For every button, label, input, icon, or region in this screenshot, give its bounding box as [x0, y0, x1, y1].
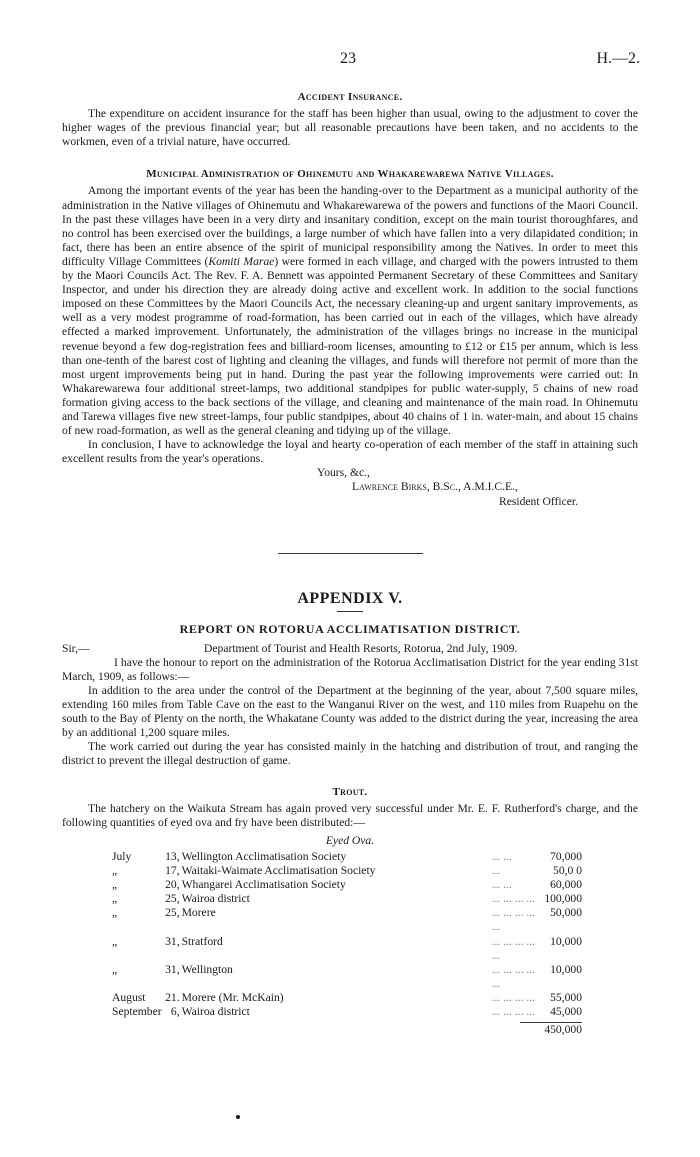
distribution-quantity: 50,000	[550, 906, 582, 920]
report-paragraph-1: I have the honour to report on the administration of the Rotorua Acclimatisation District for the year ending 31st March, 1909, as follows:—	[62, 655, 638, 683]
distribution-quantity: 70,000	[550, 849, 582, 863]
report-paragraph-2: In addition to the area under the control of the Department at the beginning of the year, about 7,500 square miles, extending 160 miles from Table Cave on the east to the Wanganui River on the west, and 110 miles from Ruapehu on the south to the Bay of Plenty on the north, the Whakatane County was added to the district during the year, increasing the area by an additional 1,200 square miles.	[62, 684, 638, 740]
trout-title: Trout.	[332, 785, 368, 798]
distribution-destination: Wellington Acclimatisation Society	[181, 849, 347, 863]
municipal-paragraph-1-end: ) were formed in each village, and charged with the powers intrusted to them by the Maori Councils Act. The Rev. F. A. Bennett was appointed Permanent Secretary of these Committees and Sanitary Inspector, and under his direction they are already doing active and excellent work. In addition to the social functions imposed on these Committees by the Maori Councils Act, the necessary cleaning-up and urgent sanitary improvements, as well as a very modest programme of road-formation, has been carried out in each of the villages, which have already effected a marked improvement. Unfortunately, the administration of the villages brings no increase in the municipal revenue beyond a few dog-registration fees and billiard-room licenses, amounting to £12 or £15 per annum, which is less than one-tenth of the barest cost of lighting and cleaning the villages, and funds will therefore not permit of more than the most urgent improvements being put in hand. During the past year the following improvements were carried out: In Whakarewarewa four additional street-lamps, two additional standpipes for public water-supply, 5 chains of new road formation giving access to the back sections of the village, and cleaning and maintenance of the main road. In Ohinemutu and Tarewa villages five new street-lamps, four public standpipes, about 40 chains of 1 in. water-main, and about 15 chains of new road-formation, as well as the general cleaning and tidying up of the village.	[62, 254, 639, 438]
dot-leader: ... ...	[491, 878, 512, 892]
table-row	[112, 878, 582, 892]
eyed-ova-subtitle: Eyed Ova.	[325, 833, 375, 847]
distribution-quantity: 55,000	[550, 990, 582, 1004]
dot-leader: ... ... ... ...	[491, 1004, 536, 1018]
trout-paragraph: The hatchery on the Waikuta Stream has again proved very successful under Mr. E. F. Rutherford's charge, and the following quantities of eyed ova and fry have been distributed:—	[62, 801, 638, 829]
table-row	[112, 906, 582, 934]
distribution-destination: Whangarei Acclimatisation Society	[181, 878, 346, 892]
distribution-day: 31,	[165, 962, 180, 976]
distribution-month: „	[112, 934, 118, 948]
municipal-paragraph-1-text: Among the important events of the year has been the handing-over to the Department as a municipal authority of the administration in the Native villages of Ohinemutu and Whakarewarewa of the powers and functions of the Maori Council. In the past these villages have been in a very dirty and insanitary condition, except on the main tourist thoroughfares, and no control has been exercised over the buildings, a large number of which have fallen into a very dilapidated condition; in fact, there has been an entire absence of the spirit of municipal responsibility among the Natives. In order to meet this difficulty Village Committees (	[62, 184, 638, 268]
salutation: Sir,—	[62, 641, 90, 655]
distribution-day: 21.	[165, 990, 180, 1004]
municipal-administration-title: Municipal Administration of Ohinemutu and Whakarewarewa Native Villages.	[146, 168, 554, 181]
distribution-destination: Morere	[181, 906, 216, 920]
table-row	[112, 1005, 582, 1019]
distribution-day: 13,	[165, 849, 180, 863]
distribution-day: 17,	[165, 864, 180, 878]
report-title: REPORT ON ROTORUA ACCLIMATISATION DISTRICT.	[179, 621, 521, 636]
distribution-day: 25,	[165, 906, 180, 920]
dot-leader: ... ... ... ... ...	[491, 906, 536, 934]
municipal-paragraph-2: In conclusion, I have to acknowledge the loyal and hearty co-operation of each member of the staff in attaining such excellent results from the year's operations.	[62, 438, 638, 466]
table-row	[112, 892, 582, 906]
signature-office: Resident Officer.	[499, 494, 578, 508]
dot-leader: ...	[491, 864, 501, 878]
sender-address: Department of Tourist and Health Resorts, Rotorua, 2nd July, 1909.	[204, 641, 518, 655]
address-line	[62, 642, 638, 656]
appendix-title: APPENDIX V.	[297, 589, 403, 607]
ink-dot	[236, 1115, 240, 1119]
distribution-day: 6,	[170, 1004, 180, 1018]
distribution-day: 25,	[165, 892, 180, 906]
signature-yours: Yours, &c.,	[317, 466, 370, 480]
distribution-destination: Morere (Mr. McKain)	[181, 990, 284, 1004]
dot-leader: ... ...	[491, 849, 512, 863]
distribution-day: 20,	[165, 878, 180, 892]
page-number: 23	[340, 50, 356, 67]
distribution-destination: Waitaki-Waimate Acclimatisation Society	[181, 864, 376, 878]
distribution-destination: Stratford	[181, 934, 223, 948]
distribution-quantity: 60,000	[550, 878, 582, 892]
municipal-paragraph-1	[62, 184, 638, 438]
distribution-destination: Wellington	[181, 962, 233, 976]
distribution-quantity: 10,000	[550, 962, 582, 976]
table-row	[112, 850, 582, 864]
dot-leader: ... ... ... ...	[491, 990, 536, 1004]
distribution-month: August	[112, 990, 146, 1004]
report-paragraph-3: The work carried out during the year has consisted mainly in the hatching and distribution of trout, and ranging the district to prevent the illegal destruction of game.	[62, 740, 638, 768]
distribution-month: „	[112, 864, 118, 878]
accident-insurance-paragraph: The expenditure on accident insurance for the staff has been higher than usual, owing to the adjustment to cover the higher wages of the previous financial year; but all reasonable precautions have been taken, and no accidents to the workmen, even of a trivial nature, have occurred.	[62, 107, 638, 149]
distribution-quantity: 10,000	[550, 934, 582, 948]
accident-insurance-title: Accident Insurance.	[297, 91, 403, 103]
distribution-month: „	[112, 878, 118, 892]
distribution-month: September	[112, 1004, 162, 1018]
distribution-quantity: 100,000	[544, 892, 582, 906]
distribution-month: „	[112, 906, 118, 920]
distribution-quantity: 45,000	[550, 1004, 582, 1018]
dot-leader: ... ... ... ...	[491, 892, 536, 906]
signature-name: Lawrence Birks, B.Sc., A.M.I.C.E.,	[352, 480, 518, 494]
eyed-ova-table-body	[112, 850, 582, 1019]
distribution-month: „	[112, 962, 118, 976]
distribution-destination: Wairoa district	[181, 1004, 250, 1018]
document-reference: H.—2.	[596, 50, 640, 67]
table-row	[112, 864, 582, 878]
dot-leader: ... ... ... ... ...	[491, 962, 536, 990]
table-row	[112, 991, 582, 1005]
distribution-month: „	[112, 892, 118, 906]
komiti-marae-term: Komiti Marae	[208, 254, 275, 268]
dot-leader: ... ... ... ... ...	[491, 934, 536, 962]
distribution-destination: Wairoa district	[181, 892, 250, 906]
distribution-month: July	[112, 849, 132, 863]
eyed-ova-total: 450,000	[544, 1023, 582, 1037]
page-body	[62, 52, 638, 1037]
table-row	[112, 963, 582, 991]
distribution-quantity: 50,0 0	[553, 864, 582, 878]
distribution-day: 31,	[165, 934, 180, 948]
table-row	[112, 935, 582, 963]
eyed-ova-table	[112, 850, 582, 1019]
